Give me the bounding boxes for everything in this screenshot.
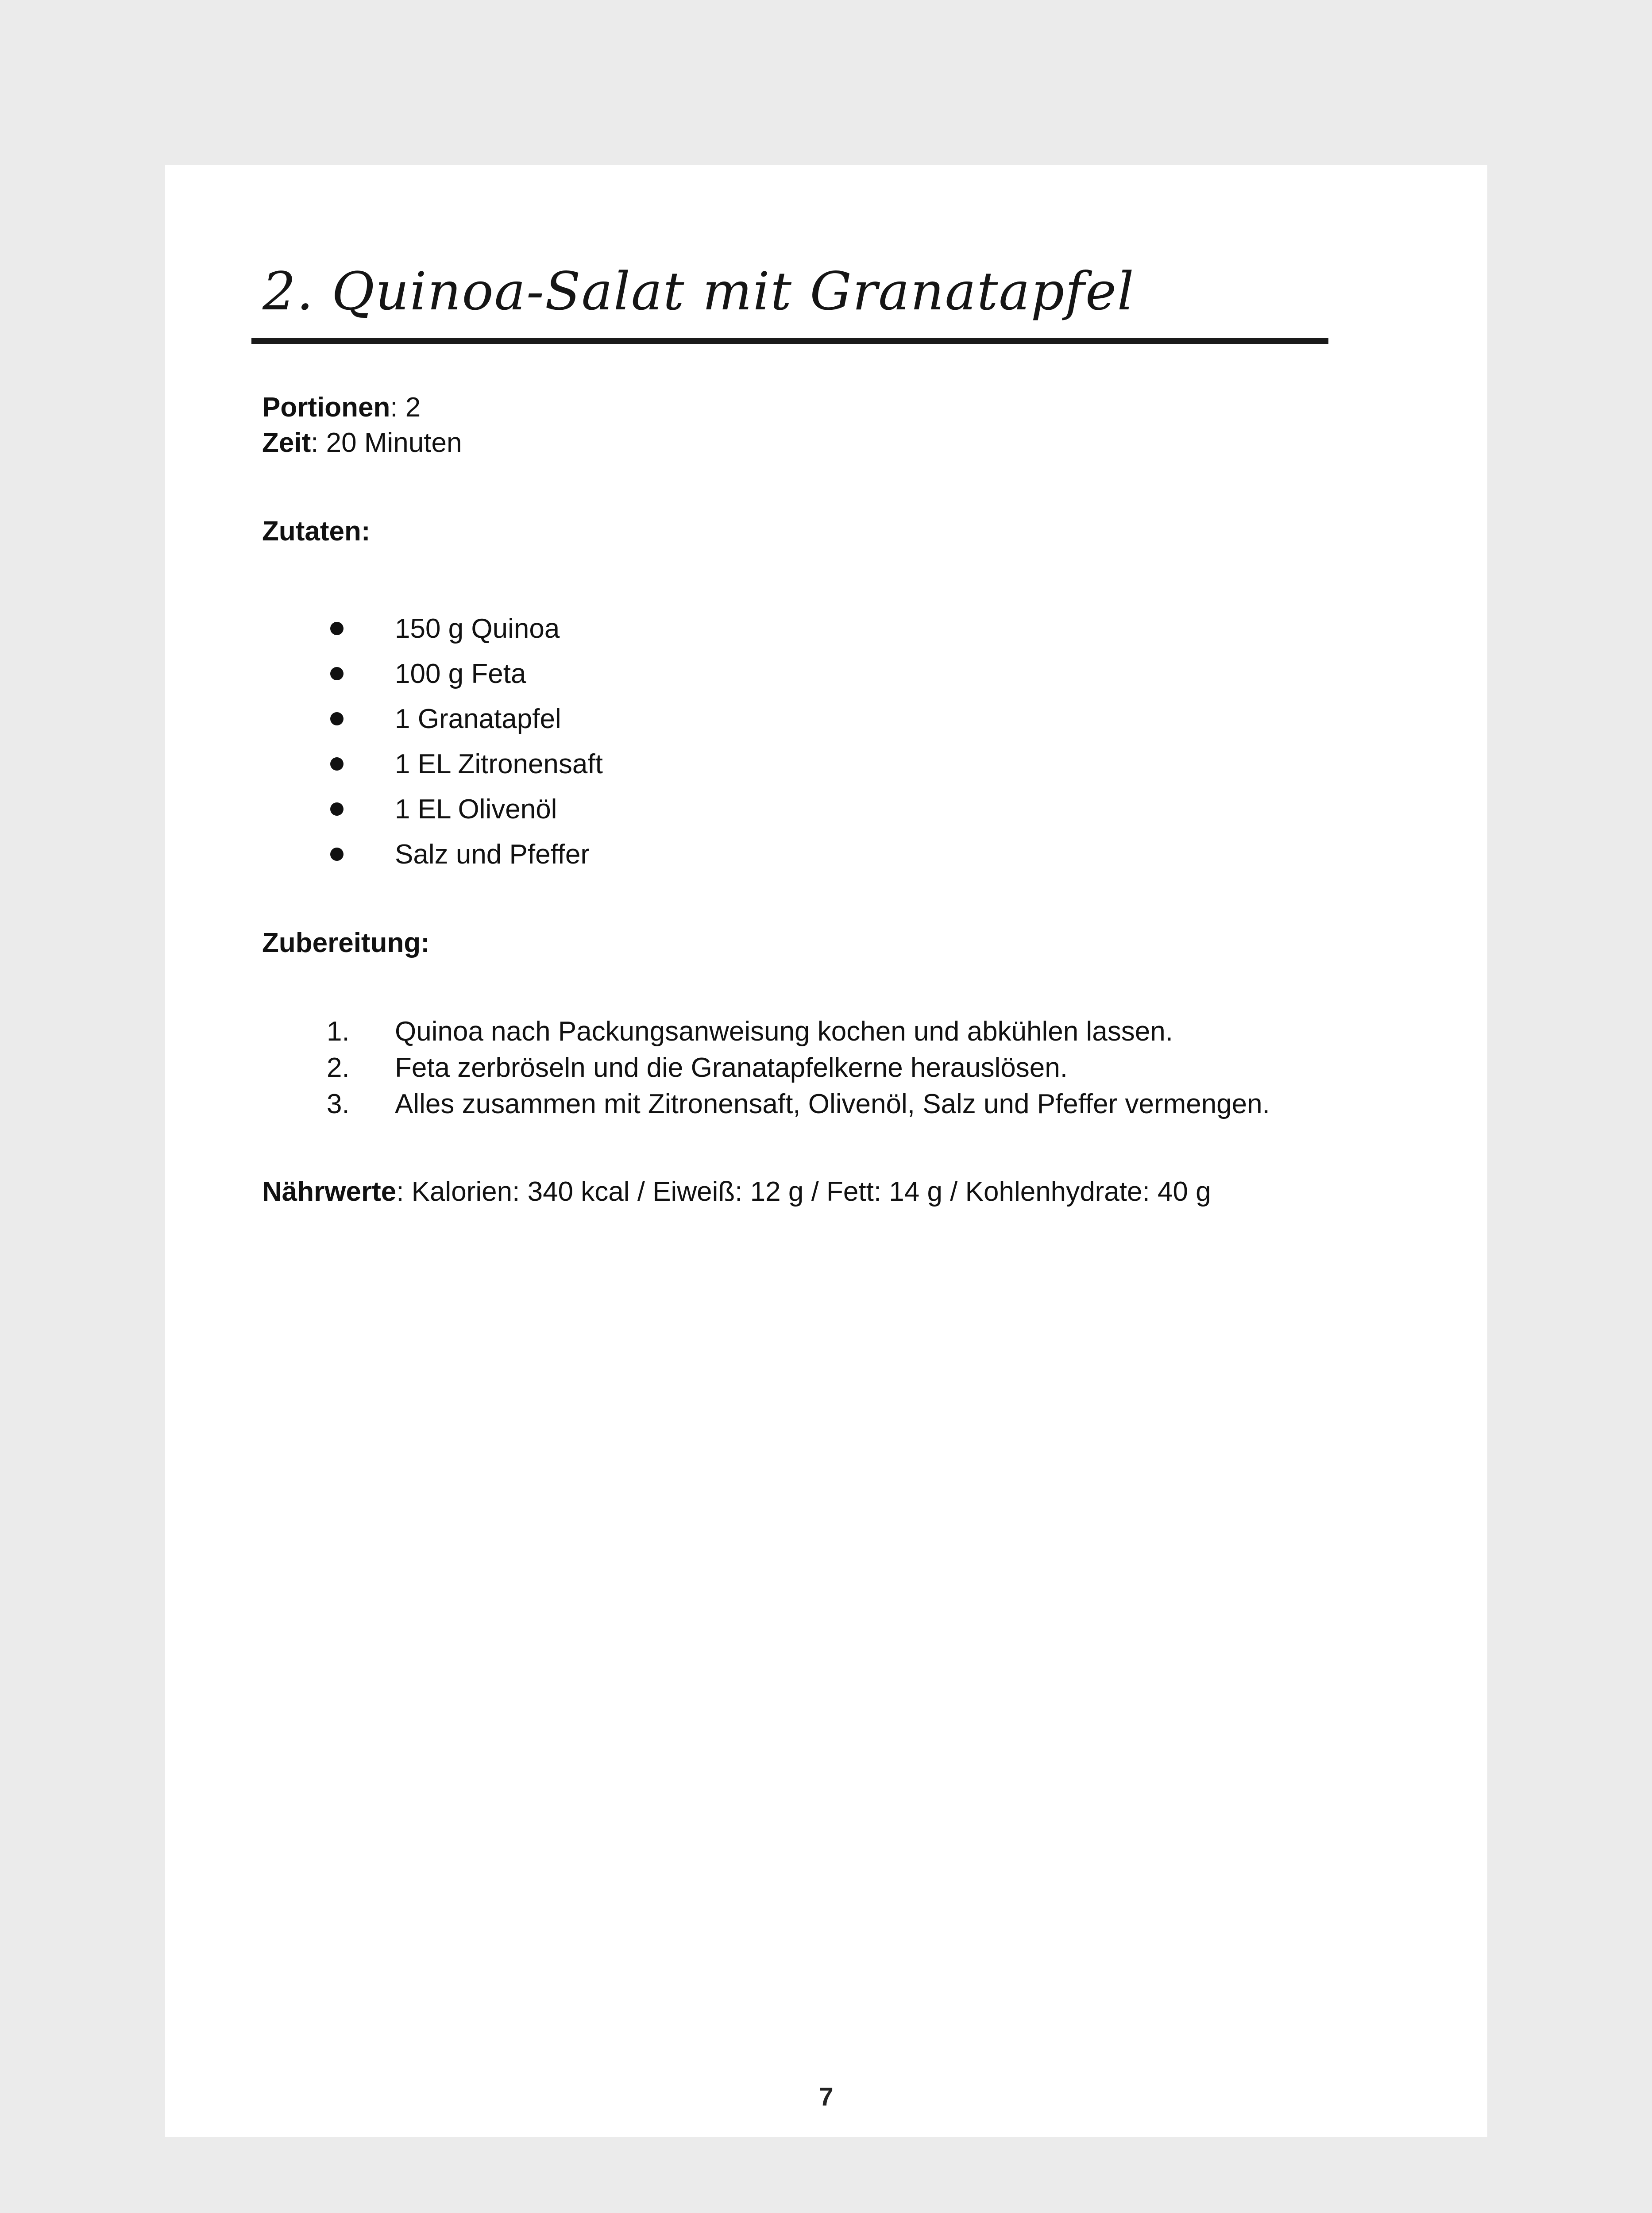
time-label: Zeit <box>262 428 311 458</box>
document-page <box>165 165 1487 2137</box>
ingredients-heading: Zutaten: <box>262 516 371 547</box>
servings-label: Portionen <box>262 392 390 423</box>
nutrition-value: : Kalorien: 340 kcal / Eiweiß: 12 g / Fett: 14 g / Kohlenhydrate: 40 g <box>396 1176 1211 1207</box>
bullet-icon <box>330 712 344 725</box>
preparation-heading: Zubereitung: <box>262 928 430 958</box>
servings-value: : 2 <box>390 392 421 423</box>
page-number: 7 <box>819 2082 834 2111</box>
ingredient-text: 1 EL Olivenöl <box>395 794 557 825</box>
step-item <box>165 1014 1360 1049</box>
bullet-icon <box>330 848 344 861</box>
step-number: 2. <box>327 1053 350 1083</box>
step-number: 1. <box>327 1016 350 1047</box>
ingredient-item <box>165 656 873 692</box>
ingredient-text: 1 EL Zitronensaft <box>395 749 603 779</box>
ingredient-item <box>165 747 873 782</box>
recipe-title: 2. Quinoa-Salat mit Granatapfel <box>262 261 1135 322</box>
step-item <box>165 1050 1360 1086</box>
time-line <box>262 425 462 461</box>
bullet-icon <box>330 622 344 635</box>
bullet-icon <box>330 757 344 771</box>
nutrition-line <box>262 1174 1211 1210</box>
ingredient-item <box>165 792 873 827</box>
ingredient-text: Salz und Pfeffer <box>395 839 590 870</box>
bullet-icon <box>330 802 344 816</box>
servings-line <box>262 390 421 425</box>
step-number: 3. <box>327 1089 350 1119</box>
ingredient-item <box>165 702 873 737</box>
ingredient-text: 150 g Quinoa <box>395 613 560 644</box>
step-text: Alles zusammen mit Zitronensaft, Olivenöl, Salz und Pfeffer vermengen. <box>395 1089 1270 1119</box>
ingredient-item <box>165 837 873 872</box>
title-underline <box>251 338 1328 344</box>
bullet-icon <box>330 667 344 680</box>
nutrition-label: Nährwerte <box>262 1176 397 1207</box>
step-text: Feta zerbröseln und die Granatapfelkerne herauslösen. <box>395 1053 1068 1083</box>
time-value: : 20 Minuten <box>311 428 462 458</box>
ingredient-text: 1 Granatapfel <box>395 704 561 734</box>
step-text: Quinoa nach Packungsanweisung kochen und abkühlen lassen. <box>395 1016 1173 1047</box>
step-item <box>165 1087 1360 1122</box>
ingredient-text: 100 g Feta <box>395 659 526 689</box>
ingredient-item <box>165 611 873 647</box>
